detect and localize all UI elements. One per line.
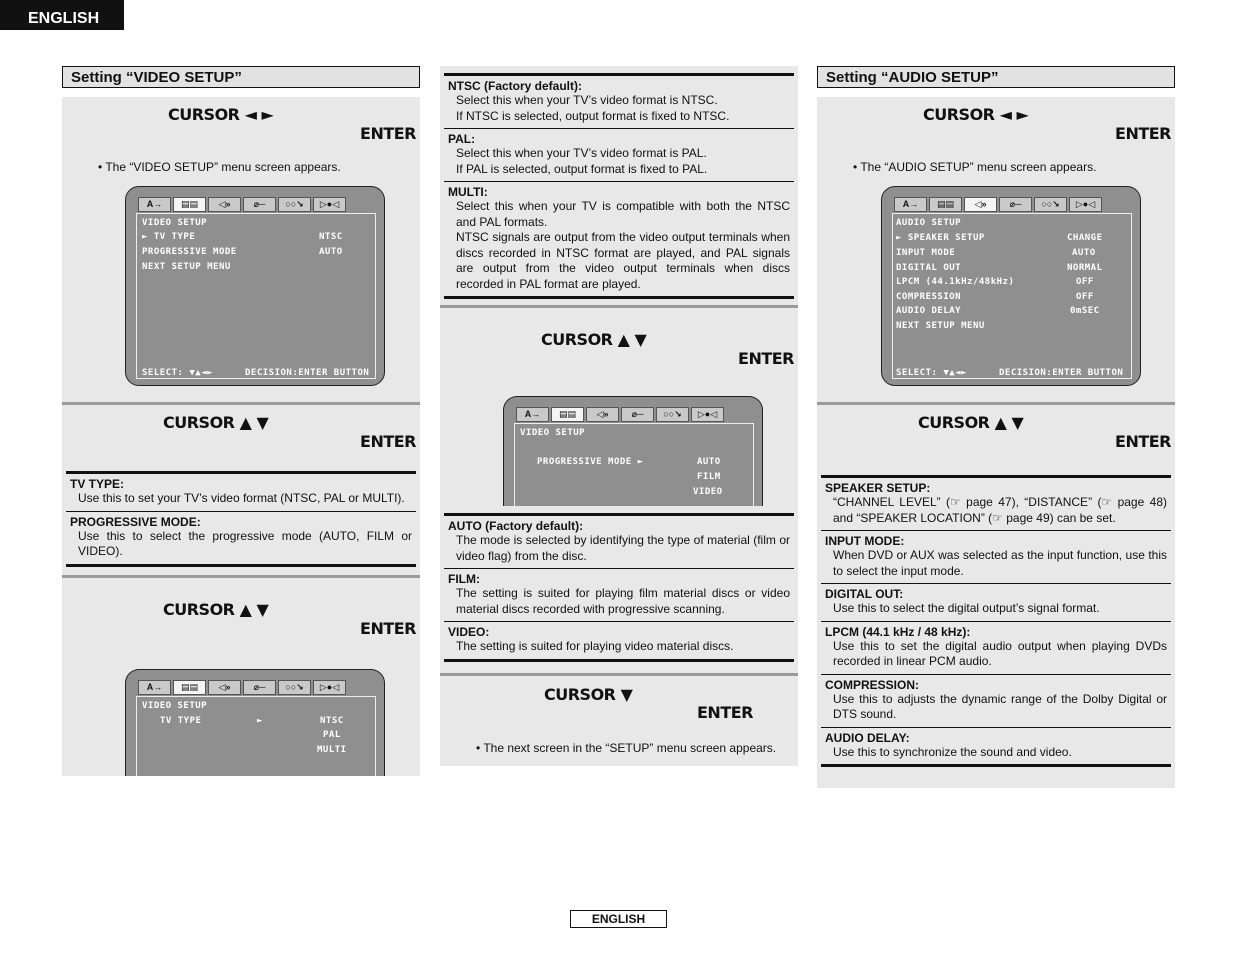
audio-setup-column — [817, 66, 1175, 788]
rating-tab-icon: ⌀─ — [621, 407, 654, 422]
osd-row-value: OFF — [1076, 277, 1094, 287]
cursor-instruction: CURSOR ◄ ► — [168, 105, 274, 124]
desc-text: When DVD or AUX was selected as the input function, use this to select the input mode. — [833, 548, 1167, 578]
playback-tab-icon: ▷●◁ — [313, 197, 346, 212]
progressive-osd — [503, 396, 763, 506]
osd-option: MULTI — [317, 745, 347, 755]
osd-row-value: AUTO — [319, 247, 343, 257]
osd-inner — [892, 213, 1132, 379]
language-tab-icon: A→ — [138, 680, 171, 695]
enter-instruction: ENTER — [1115, 124, 1171, 143]
audio-setup-desc — [821, 475, 1171, 767]
osd-row-label: NEXT SETUP MENU — [142, 262, 231, 272]
desc-text: “CHANNEL LEVEL” (☞ page 47), “DISTANCE” (☞ page 48) and “SPEAKER LOCATION” (☞ page 49) can be set. — [833, 495, 1167, 525]
desc-item — [821, 675, 1171, 728]
desc-heading: NTSC (Factory default): — [448, 79, 583, 93]
enter-instruction: ENTER — [738, 349, 794, 368]
desc-heading: PROGRESSIVE MODE: — [70, 514, 201, 529]
osd-option: FILM — [697, 472, 721, 482]
osd-option: VIDEO — [693, 487, 723, 497]
other-tab-icon: ○○↘ — [278, 680, 311, 695]
audio-tab-icon: ◁» — [964, 197, 997, 212]
desc-item — [821, 584, 1171, 622]
video-setup-osd — [125, 186, 385, 386]
osd-row-label: TV TYPE — [160, 716, 202, 726]
desc-heading: AUTO (Factory default): — [448, 519, 584, 533]
osd-title: VIDEO SETUP — [520, 428, 586, 438]
language-tab-icon: A→ — [138, 197, 171, 212]
desc-item — [821, 622, 1171, 675]
enter-instruction: ENTER — [697, 703, 753, 722]
step-note: • The next screen in the “SETUP” menu screen appears. — [476, 741, 777, 755]
progressive-box — [440, 308, 798, 673]
osd-inner — [136, 696, 376, 776]
desc-text: Use this to select the progressive mode (AUTO, FILM or VIDEO). — [78, 528, 412, 558]
desc-text: The setting is suited for playing film material discs or video material discs recorded with progressive scanning. — [456, 586, 790, 616]
osd-row-label: PROGRESSIVE MODE ► — [537, 457, 644, 467]
desc-item — [821, 478, 1171, 531]
step-note: • The “AUDIO SETUP” menu screen appears. — [853, 160, 1097, 174]
language-tab-icon: A→ — [894, 197, 927, 212]
osd-decision-hint: DECISION:ENTER BUTTON — [245, 368, 370, 378]
cursor-instruction: CURSOR ▼ — [544, 685, 633, 704]
video-step3-box — [62, 578, 420, 776]
desc-item — [444, 76, 794, 129]
desc-text: The mode is selected by identifying the type of material (film or video flag) from the disc. — [456, 533, 790, 563]
video-tab-icon: ▤▤ — [173, 680, 206, 695]
desc-item — [444, 622, 794, 659]
osd-option: NTSC — [320, 716, 344, 726]
cursor-instruction: CURSOR ▲ ▼ — [163, 600, 269, 619]
rating-tab-icon: ⌀─ — [999, 197, 1032, 212]
osd-title: VIDEO SETUP — [142, 701, 208, 711]
desc-heading: MULTI: — [448, 185, 488, 199]
rating-tab-icon: ⌀─ — [243, 197, 276, 212]
osd-tabs — [894, 197, 1102, 213]
osd-tabs — [516, 407, 724, 423]
other-tab-icon: ○○↘ — [656, 407, 689, 422]
desc-heading: INPUT MODE: — [825, 534, 905, 548]
osd-tabs — [138, 197, 346, 213]
desc-item — [444, 182, 794, 296]
osd-decision-hint: DECISION:ENTER BUTTON — [999, 368, 1124, 378]
desc-text: Use this to set your TV’s video format (NTSC, PAL or MULTI). — [78, 491, 405, 505]
desc-text: Select this when your TV’s video format is NTSC. If NTSC is selected, output format is fixed to NTSC. — [456, 93, 730, 123]
osd-row-label: AUDIO DELAY — [896, 306, 962, 316]
osd-inner — [514, 423, 754, 506]
desc-heading: LPCM (44.1 kHz / 48 kHz): — [825, 624, 971, 639]
tv-type-osd — [125, 669, 385, 776]
video-tab-icon: ▤▤ — [551, 407, 584, 422]
desc-item — [821, 728, 1171, 765]
language-tab: ENGLISH — [0, 0, 124, 30]
osd-arrow: ► — [257, 716, 263, 726]
desc-heading: COMPRESSION: — [825, 677, 920, 692]
playback-tab-icon: ▷●◁ — [313, 680, 346, 695]
desc-text: Select this when your TV’s video format is PAL. If PAL is selected, output format is fixed to PAL. — [456, 146, 708, 176]
step-note: • The “VIDEO SETUP” menu screen appears. — [98, 160, 341, 174]
video-step2-box — [62, 405, 420, 575]
desc-item — [821, 531, 1171, 584]
desc-text: Use this to select the digital output’s signal format. — [833, 601, 1100, 615]
desc-item — [444, 129, 794, 182]
desc-heading: AUDIO DELAY: — [825, 730, 910, 745]
osd-row-label: PROGRESSIVE MODE — [142, 247, 237, 257]
video-setup-title: Setting “VIDEO SETUP” — [62, 66, 420, 88]
desc-item — [444, 516, 794, 569]
enter-instruction: ENTER — [360, 432, 416, 451]
rating-tab-icon: ⌀─ — [243, 680, 276, 695]
video-tab-icon: ▤▤ — [173, 197, 206, 212]
cursor-instruction: CURSOR ▲ ▼ — [163, 413, 269, 432]
other-tab-icon: ○○↘ — [278, 197, 311, 212]
tv-type-column — [440, 66, 798, 766]
enter-instruction: ENTER — [360, 124, 416, 143]
osd-row-value: OFF — [1076, 292, 1094, 302]
desc-text: Use this to adjusts the dynamic range of the Dolby Digital or DTS sound. — [833, 691, 1167, 721]
osd-row-label: LPCM (44.1kHz/48kHz) — [896, 277, 1015, 287]
osd-select-hint: SELECT: ▼▲◄► — [142, 368, 214, 378]
footer-language: ENGLISH — [570, 910, 667, 928]
desc-heading: SPEAKER SETUP: — [825, 481, 931, 495]
desc-heading: FILM: — [448, 572, 480, 586]
osd-row-label: ► SPEAKER SETUP — [896, 233, 985, 243]
osd-option: AUTO — [697, 457, 721, 467]
osd-row-value: NTSC — [319, 232, 343, 242]
audio-setup-title: Setting “AUDIO SETUP” — [817, 66, 1175, 88]
audio-tab-icon: ◁» — [586, 407, 619, 422]
desc-heading: DIGITAL OUT: — [825, 587, 904, 601]
tv-type-desc — [444, 73, 794, 299]
language-tab-icon: A→ — [516, 407, 549, 422]
cursor-instruction: CURSOR ▲ ▼ — [918, 413, 1024, 432]
desc-text: The setting is suited for playing video material discs. — [456, 639, 734, 653]
enter-instruction: ENTER — [1115, 432, 1171, 451]
enter-instruction: ENTER — [360, 619, 416, 638]
audio-setup-osd — [881, 186, 1141, 386]
osd-row-label: INPUT MODE — [896, 248, 956, 258]
osd-row-value: AUTO — [1072, 248, 1096, 258]
desc-text: Use this to set the digital audio output when playing DVDs recorded in linear PCM audio. — [833, 638, 1167, 668]
cursor-instruction: CURSOR ▲ ▼ — [541, 330, 647, 349]
osd-row-label: ► TV TYPE — [142, 232, 196, 242]
other-tab-icon: ○○↘ — [1034, 197, 1067, 212]
desc-heading: VIDEO: — [448, 625, 490, 639]
desc-heading: PAL: — [448, 132, 476, 146]
audio-tab-icon: ◁» — [208, 197, 241, 212]
video-setup-desc — [66, 471, 416, 567]
osd-row-value: CHANGE — [1067, 233, 1103, 243]
audio-tab-icon: ◁» — [208, 680, 241, 695]
osd-row-value: NORMAL — [1067, 263, 1103, 273]
playback-tab-icon: ▷●◁ — [691, 407, 724, 422]
osd-tabs — [138, 680, 346, 696]
desc-text: Select this when your TV is compatible with both the NTSC and PAL formats. NTSC signals are output from the video output terminals when discs recorded in NTSC format are played, and PAL signals are output from the video output terminals when discs recorded in PAL format are played. — [456, 199, 790, 291]
video-setup-column — [62, 66, 420, 776]
osd-row-label: COMPRESSION — [896, 292, 962, 302]
osd-title: VIDEO SETUP — [142, 218, 208, 228]
cursor-instruction: CURSOR ◄ ► — [923, 105, 1029, 124]
desc-item — [66, 512, 416, 564]
progressive-desc — [444, 513, 794, 662]
desc-item — [444, 569, 794, 622]
tv-type-desc-box — [440, 66, 798, 305]
osd-title: AUDIO SETUP — [896, 218, 962, 228]
desc-item — [66, 474, 416, 512]
playback-tab-icon: ▷●◁ — [1069, 197, 1102, 212]
osd-option: PAL — [323, 730, 341, 740]
video-tab-icon: ▤▤ — [929, 197, 962, 212]
desc-text: Use this to synchronize the sound and video. — [833, 744, 1072, 759]
osd-row-label: DIGITAL OUT — [896, 263, 962, 273]
video-step1-box — [62, 97, 420, 402]
osd-inner — [136, 213, 376, 379]
audio-step2-box — [817, 405, 1175, 788]
osd-row-value: 0mSEC — [1070, 306, 1100, 316]
osd-select-hint: SELECT: ▼▲◄► — [896, 368, 968, 378]
desc-heading: TV TYPE: — [70, 477, 125, 491]
osd-row-label: NEXT SETUP MENU — [896, 321, 985, 331]
next-step-box — [440, 676, 798, 766]
audio-step1-box — [817, 97, 1175, 402]
